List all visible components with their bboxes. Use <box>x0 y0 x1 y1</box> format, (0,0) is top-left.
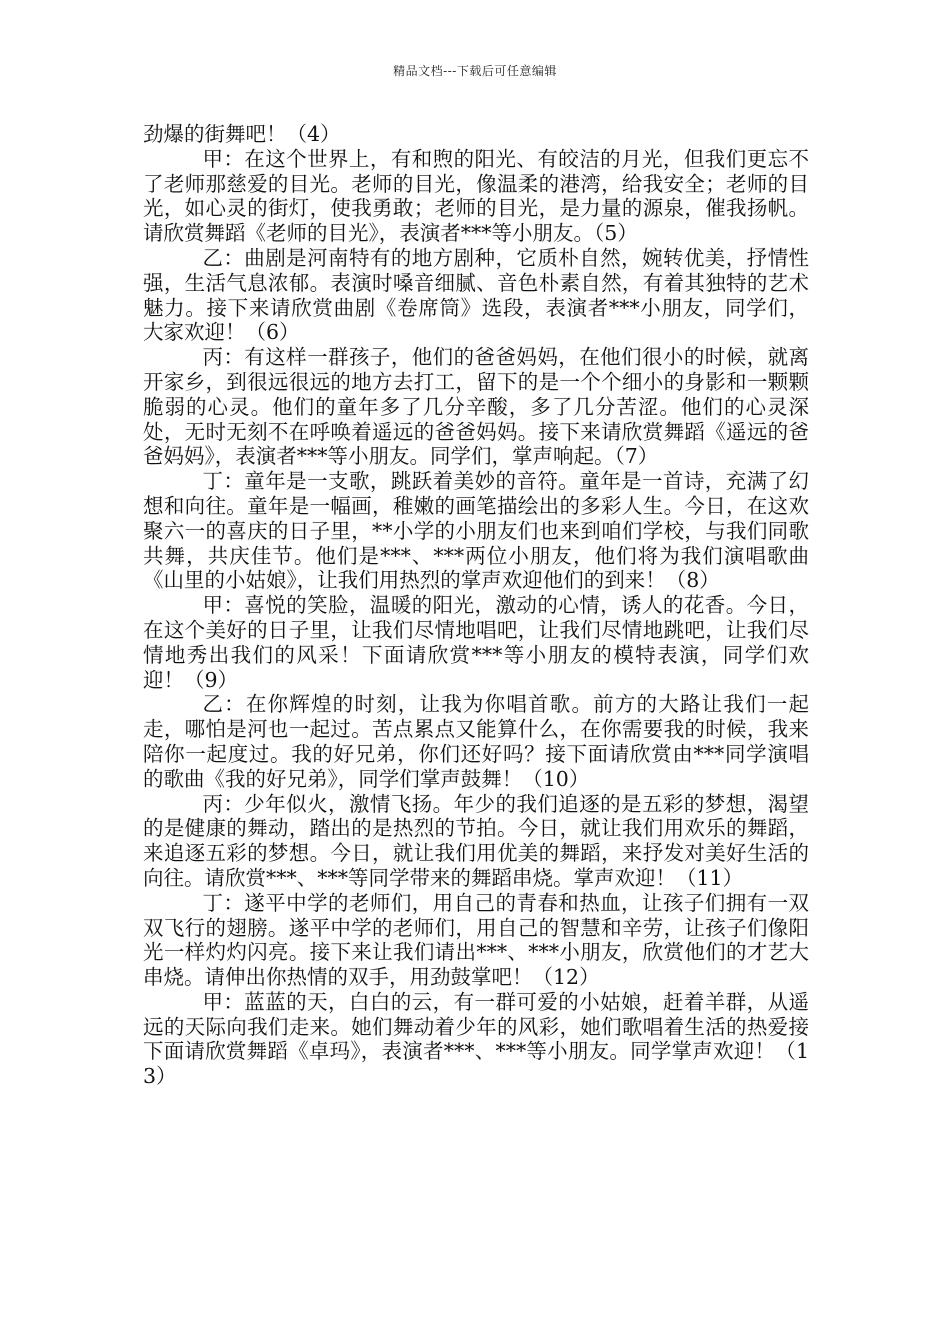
paragraph-9: 丁：遂平中学的老师们，用自己的青春和热血，让孩子们拥有一双双飞行的翅膀。遂平中学的老师们，用自己的智慧和辛劳，让孩子们像阳光一样灼灼闪亮。接下来让我们请出***、***小朋友，欣赏他们的才艺大串烧。请伸出你热情的双手，用劲鼓掌吧！（12） <box>143 890 809 990</box>
paragraph-1: 劲爆的街舞吧！（4） <box>143 122 341 146</box>
paragraph-2: 甲：在这个世界上，有和煦的阳光、有皎洁的月光，但我们更忘不了老师那慈爱的目光。老师的目光，像温柔的港湾，给我安全；老师的目光，如心灵的街灯，使我勇敢；老师的目光，是力量的源泉，催我扬帆。请欣赏舞蹈《老师的目光》，表演者***等小朋友。（5） <box>143 146 809 246</box>
document-body <box>143 122 809 1089</box>
paragraph-10: 甲：蓝蓝的天，白白的云，有一群可爱的小姑娘，赶着羊群，从遥远的天际向我们走来。她们舞动着少年的风彩，她们歌唱着生活的热爱接下面请欣赏舞蹈《卓玛》，表演者***、***等小朋友。同学掌声欢迎！（13） <box>143 989 809 1089</box>
paragraph-7: 乙：在你辉煌的时刻，让我为你唱首歌。前方的大路让我们一起走，哪怕是河也一起过。苦点累点又能算什么，在你需要我的时候，我来陪你一起度过。我的好兄弟，你们还好吗？接下面请欣赏由***同学演唱的歌曲《我的好兄弟》，同学们掌声鼓舞！（10） <box>143 692 809 791</box>
paragraph-5: 丁：童年是一支歌，跳跃着美妙的音符。童年是一首诗，充满了幻想和向往。童年是一幅画，稚嫩的画笔描绘出的多彩人生。今日，在这欢聚六一的喜庆的日子里，**小学的小朋友们也来到咱们学校，与我们同歌共舞，共庆佳节。他们是***、***两位小朋友，他们将为我们演唱歌曲《山里的小姑娘》，让我们用热烈的掌声欢迎他们的到来！（8） <box>143 469 809 593</box>
paragraph-3: 乙：曲剧是河南特有的地方剧种，它质朴自然，婉转优美，抒情性强，生活气息浓郁。表演时嗓音细腻、音色朴素自然，有着其独特的艺术魅力。接下来请欣赏曲剧《卷席筒》选段，表演者***小朋友，同学们，大家欢迎！（6） <box>143 245 809 345</box>
paragraph-8: 丙：少年似火，激情飞扬。年少的我们追逐的是五彩的梦想，渴望的是健康的舞动，踏出的是热烈的节拍。今日，就让我们用欢乐的舞蹈，来追逐五彩的梦想。今日，就让我们用优美的舞蹈，来抒发对美好生活的向往。请欣赏***、***等同学带来的舞蹈串烧。掌声欢迎！（11） <box>143 791 809 890</box>
paragraph-4: 丙：有这样一群孩子，他们的爸爸妈妈，在他们很小的时候，就离开家乡，到很远很远的地方去打工，留下的是一个个细小的身影和一颗颗脆弱的心灵。他们的童年多了几分辛酸，多了几分苦涩。他们的心灵深处，无时无刻不在呼唤着遥远的爸爸妈妈。接下来请欣赏舞蹈《遥远的爸爸妈妈》，表演者***等小朋友。同学们，掌声响起。（7） <box>143 345 809 469</box>
paragraph-6: 甲：喜悦的笑脸，温暖的阳光，激动的心情，诱人的花香。今日，在这个美好的日子里，让我们尽情地唱吧，让我们尽情地跳吧，让我们尽情地秀出我们的风采！下面请欣赏***等小朋友的模特表演，同学们欢迎！（9） <box>143 593 809 692</box>
page-header: 精品文档---下载后可任意编辑 <box>393 64 557 78</box>
